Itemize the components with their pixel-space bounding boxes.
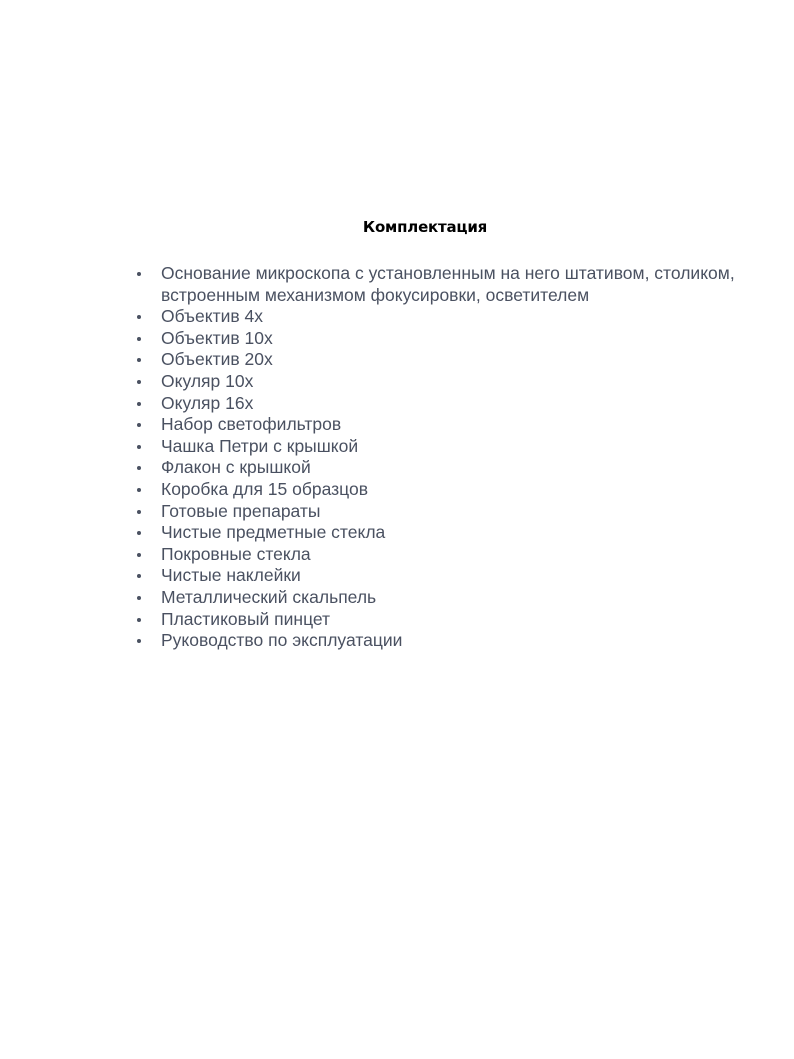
bullet-icon	[137, 618, 141, 622]
list-item	[134, 371, 754, 393]
bullet-icon	[137, 337, 141, 341]
list-item	[134, 501, 754, 523]
bullet-icon	[137, 488, 141, 492]
list-item-text: Окуляр 10х	[161, 370, 254, 391]
list-item-text: Чистые наклейки	[161, 565, 301, 586]
list-item	[134, 479, 754, 501]
list-item	[134, 414, 754, 436]
bullet-icon	[137, 358, 141, 362]
list-item	[134, 306, 754, 328]
list-item-text: Руководство по эксплуатации	[161, 630, 403, 651]
bullet-icon	[137, 466, 141, 470]
bullet-icon	[137, 553, 141, 557]
list-item-text: Пластиковый пинцет	[161, 608, 331, 629]
list-item	[134, 630, 754, 652]
bullet-icon	[137, 639, 141, 643]
list-item	[134, 522, 754, 544]
bullet-icon	[137, 423, 141, 427]
list-item	[134, 263, 754, 306]
bullet-icon	[137, 402, 141, 406]
list-item	[134, 349, 754, 371]
list-item	[134, 436, 754, 458]
bullet-icon	[137, 445, 141, 449]
list-item-text: Коробка для 15 образцов	[161, 478, 369, 499]
list-item-text: Флакон с крышкой	[161, 457, 311, 478]
bullet-icon	[137, 531, 141, 535]
list-item-text: Объектив 4х	[161, 306, 264, 327]
list-item-text: Объектив 20х	[161, 349, 273, 370]
list-item-text: Набор светофильтров	[161, 414, 342, 435]
list-item-text: Покровные стекла	[161, 543, 311, 564]
list-item	[134, 457, 754, 479]
bullet-icon	[137, 272, 141, 276]
document-title: Комплектация	[362, 218, 488, 236]
list-item-text: Металлический скальпель	[161, 586, 377, 607]
list-item-text: Готовые препараты	[161, 500, 321, 521]
list-item	[134, 328, 754, 350]
equipment-list	[134, 263, 754, 652]
bullet-icon	[137, 510, 141, 514]
list-item	[134, 393, 754, 415]
bullet-icon	[137, 574, 141, 578]
list-item	[134, 565, 754, 587]
bullet-icon	[137, 315, 141, 319]
list-item-text: Основание микроскопа с установленным на него штативом, столиком, встроенным механизмом фокусировки, осветителем	[161, 263, 735, 305]
list-item	[134, 587, 754, 609]
bullet-icon	[137, 596, 141, 600]
list-item-text: Чашка Петри с крышкой	[161, 435, 359, 456]
bullet-icon	[137, 380, 141, 384]
list-item	[134, 544, 754, 566]
list-item-text: Окуляр 16х	[161, 392, 254, 413]
list-item-text: Объектив 10х	[161, 327, 273, 348]
list-item	[134, 609, 754, 631]
list-item-text: Чистые предметные стекла	[161, 522, 386, 543]
